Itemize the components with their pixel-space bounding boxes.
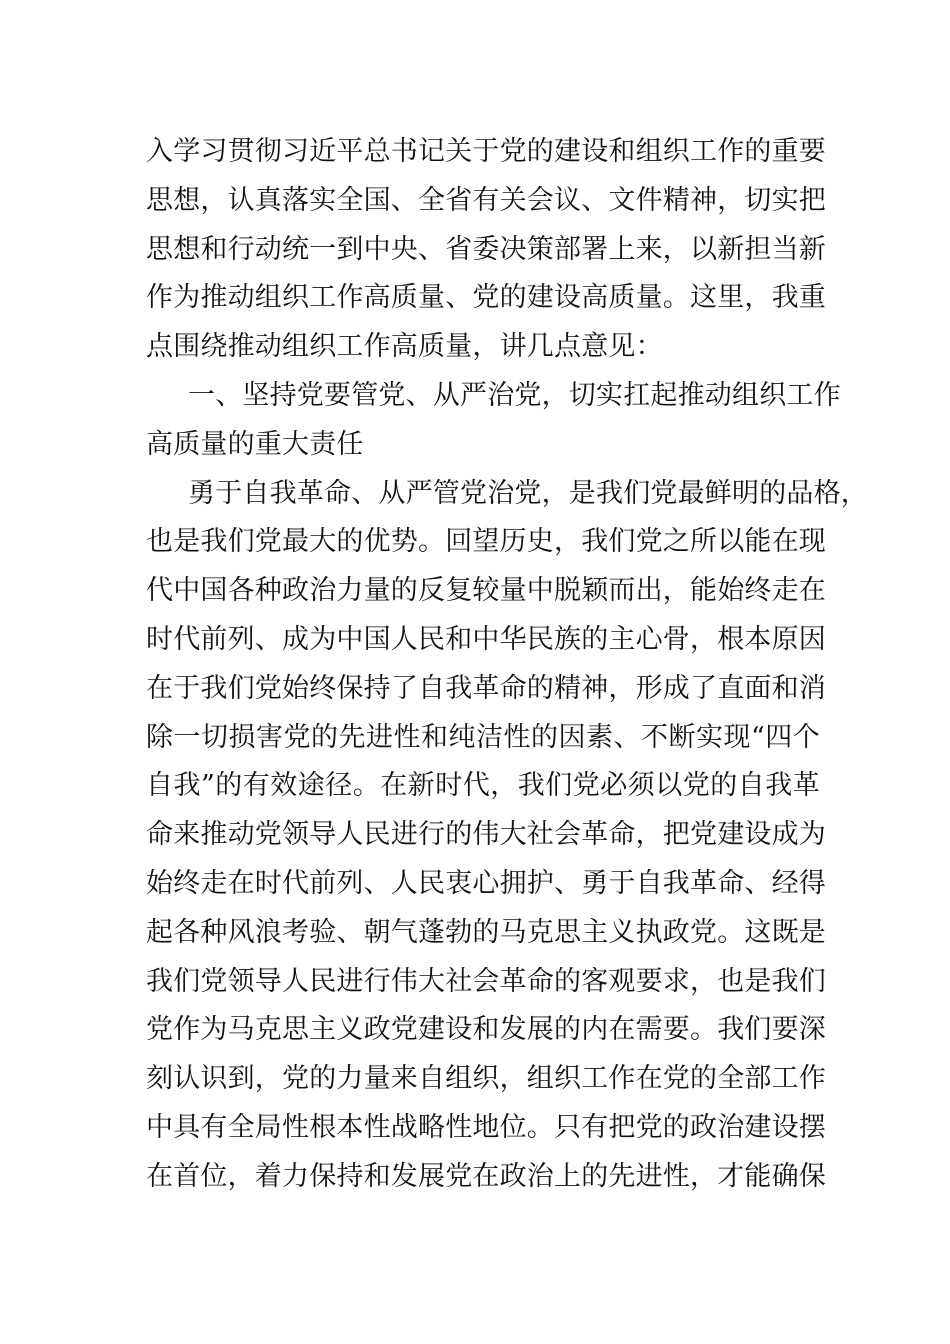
text-line: 也是我们党最大的优势。回望历史，我们党之所以能在现 [146, 526, 826, 558]
text-line: 刻认识到，党的力量来自组织，组织工作在党的全部工作 [146, 1063, 826, 1095]
text-line: 起各种风浪考验、朝气蓬勃的马克思主义执政党。这既是 [146, 916, 826, 948]
body-text [146, 128, 868, 1202]
text-line: 在首位，着力保持和发展党在政治上的先进性，才能确保 [146, 1160, 826, 1192]
text-line: 命来推动党领导人民进行的伟大社会革命，把党建设成为 [146, 819, 826, 851]
text-line: 在于我们党始终保持了自我革命的精神，形成了直面和消 [146, 672, 826, 704]
text-line: 思想和行动统一到中央、省委决策部署上来，以新担当新 [146, 233, 826, 265]
section-heading-line: 一、坚持党要管党、从严治党，切实扛起推动组织工作 [188, 379, 841, 411]
text-line: 中具有全局性根本性战略性地位。只有把党的政治建设摆 [146, 1111, 826, 1143]
text-line: 自我”的有效途径。在新时代，我们党必须以党的自我革 [146, 770, 820, 802]
text-line: 我们党领导人民进行伟大社会革命的客观要求，也是我们 [146, 965, 826, 997]
text-line: 思想，认真落实全国、全省有关会议、文件精神，切实把 [146, 184, 826, 216]
text-line: 党作为马克思主义政党建设和发展的内在需要。我们要深 [146, 1014, 826, 1046]
text-line: 作为推动组织工作高质量、党的建设高质量。这里，我重 [146, 282, 826, 314]
text-line: 代中国各种政治力量的反复较量中脱颖而出，能始终走在 [146, 575, 826, 607]
text-line: 入学习贯彻习近平总书记关于党的建设和组织工作的重要 [146, 136, 826, 167]
text-line: 时代前列、成为中国人民和中华民族的主心骨，根本原因 [146, 623, 826, 655]
text-line: 始终走在时代前列、人民衷心拥护、勇于自我革命、经得 [146, 867, 826, 899]
text-line: 除一切损害党的先进性和纯洁性的因素、不断实现“四个 [146, 721, 820, 753]
section-heading-line: 高质量的重大责任 [146, 428, 364, 460]
text-line: 勇于自我革命、从严管党治党，是我们党最鲜明的品格， [188, 477, 868, 509]
text-line: 点围绕推动组织工作高质量，讲几点意见： [146, 331, 663, 363]
